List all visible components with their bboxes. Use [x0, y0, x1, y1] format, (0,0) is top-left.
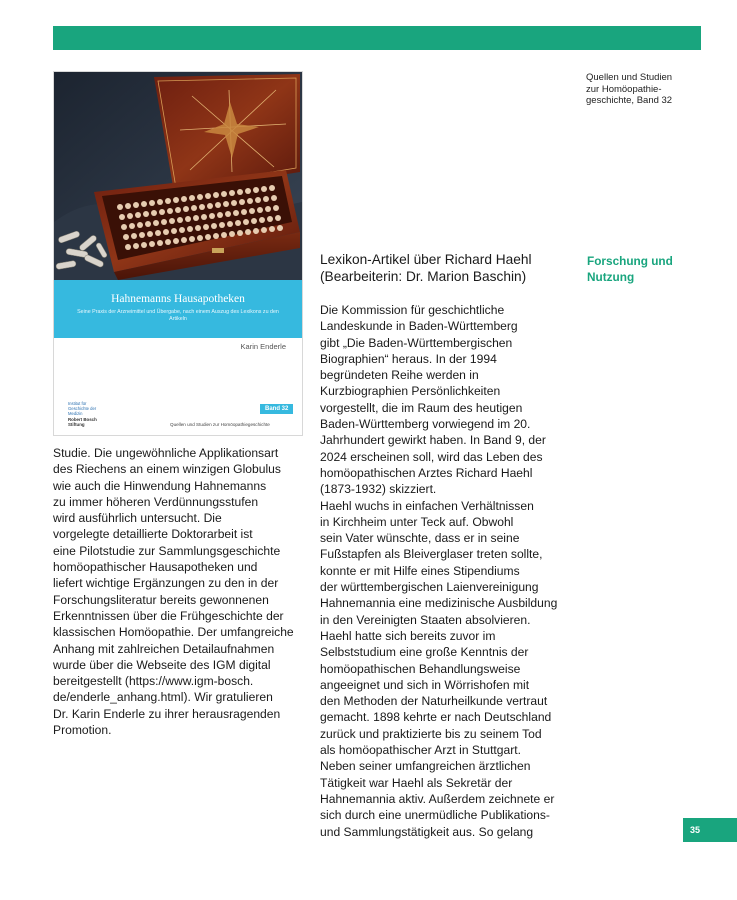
cover-title: Hahnemanns Hausapotheken [111, 293, 245, 305]
section-heading [587, 253, 707, 285]
text-line: Tätigkeit war Haehl als Sekretär der [320, 775, 513, 790]
text-line: Forschungsliteratur bereits gewonnenen [53, 592, 269, 607]
text-line: 2024 erscheinen soll, wird das Leben des [320, 449, 543, 464]
text-line: als homöopathischer Arzt in Stuttgart. [320, 743, 521, 758]
series-note-line: geschichte, Band 32 [586, 95, 673, 106]
text-line: Landeskunde in Baden-Württemberg [320, 319, 518, 334]
text-line: Kurzbiographien Persönlichkeiten [320, 384, 501, 399]
logo-line: Institut für [68, 401, 87, 406]
text-line: zurück und praktizierte bis zu seinem Tod [320, 726, 542, 741]
text-line: klassischen Homöopathie. Der umfangreiche [53, 625, 294, 640]
section-heading-line: Forschung und [587, 254, 673, 268]
text-line: Baden-Württemberg vorwiegend im 20. [320, 417, 531, 432]
text-line: in den Vereinigten Staaten absolvieren. [320, 612, 531, 627]
header-accent-bar [53, 26, 701, 50]
article-heading-line: (Bearbeiterin: Dr. Marion Baschin) [320, 269, 527, 284]
text-line: angeeignet und sich in Wörrishofen mit [320, 677, 530, 692]
volume-badge: Band 32 [260, 404, 293, 414]
medicine-chest-photo [54, 72, 302, 280]
text-line: gibt „Die Baden-Württembergischen [320, 335, 513, 350]
book-cover [54, 72, 302, 435]
left-column-text [53, 445, 313, 738]
text-line: homöopathischen Behandlungsweise [320, 661, 521, 676]
text-line: liefert wichtige Ergänzungen zu den in der [53, 576, 279, 591]
text-line: Haehl hatte sich bereits zuvor im [320, 628, 496, 643]
cover-series: Quellen und Studien zur Homöopathiegeschichte [170, 422, 270, 427]
series-note [586, 72, 706, 107]
text-line: homöopathischen Arztes Richard Haehl [320, 465, 533, 480]
text-line: Hahnemannia eine medizinische Ausbildung [320, 596, 558, 611]
text-line: homöopathischer Hausapotheken und [53, 560, 258, 575]
text-line: Studie. Die ungewöhnliche Applikationsart [53, 446, 279, 460]
text-line: konnte er mit Hilfe eines Stipendiums [320, 563, 520, 578]
text-line: gemacht. 1898 kehrte er nach Deutschland [320, 710, 552, 725]
text-line: des Riechens an einem winzigen Globulus [53, 462, 281, 477]
text-line: Jahrhundert gewirkt haben. In Band 9, der [320, 433, 546, 448]
cover-subtitle: Seine Praxis der Arzneimittel und Übergabe, nach einem Auszug des Lexikons zu den Artikeln [77, 309, 279, 322]
cover-author: Karin Enderle [240, 342, 286, 351]
text-line: vorgelegte detaillierte Doktorarbeit ist [53, 527, 253, 542]
text-line: Selbststudium eine große Kenntnis der [320, 645, 529, 660]
text-line: Die Kommission für geschichtliche [320, 303, 505, 317]
text-line: wie auch die Hinwendung Hahnemanns [53, 478, 267, 493]
text-line: Hahnemannia aktiv. Außerdem zeichnete er [320, 791, 555, 806]
page-number: 35 [683, 818, 737, 842]
text-line: (1873-1932) skizziert. [320, 482, 437, 497]
series-note-line: Quellen und Studien [586, 72, 673, 83]
right-column-text [320, 302, 570, 840]
logo-name: Robert Bosch Stiftung [68, 416, 97, 427]
text-line: wird ausführlich untersucht. Die [53, 511, 222, 526]
text-line: sein Vater wünschte, dass er in seine [320, 531, 520, 546]
text-line: de/enderle_anhang.html). Wir gratulieren [53, 690, 273, 705]
text-line: wurde über die Webseite des IGM digital [53, 657, 271, 672]
text-line: sich durch eine unermüdliche Publikations- [320, 808, 550, 823]
text-line: Promotion. [53, 723, 112, 738]
text-line: begründeten Reihe werden in [320, 368, 479, 383]
text-line: Anhang mit zahlreichen Detailaufnahmen [53, 641, 275, 656]
logo-line: Geschichte der Medizin [68, 406, 97, 417]
text-line: Haehl wuchs in einfachen Verhältnissen [320, 498, 534, 513]
text-line: Biographien“ heraus. In der 1994 [320, 351, 497, 366]
section-heading-line: Nutzung [587, 270, 635, 284]
series-note-line: zur Homöopathie- [586, 83, 662, 95]
text-line: und Sammlungstätigkeit aus. So gelang [320, 824, 534, 839]
text-line: der württembergischen Laienvereinigung [320, 580, 539, 595]
institute-logo [68, 401, 106, 427]
text-line: zu immer höheren Verdünnungsstufen [53, 494, 259, 509]
text-line: Erkenntnissen über die Frühgeschichte der [53, 608, 284, 623]
text-line: in Kirchheim unter Teck auf. Obwohl [320, 514, 514, 529]
text-line: den Methoden der Naturheilkunde vertraut [320, 694, 548, 709]
cover-title-band [54, 280, 302, 338]
article-heading-line: Lexikon-Artikel über Richard Haehl [320, 252, 532, 267]
text-line: Dr. Karin Enderle zu ihrer herausragenden [53, 706, 281, 721]
article-heading [320, 251, 570, 285]
text-line: eine Pilotstudie zur Sammlungsgeschichte [53, 543, 281, 558]
text-line: Neben seiner umfangreichen ärztlichen [320, 759, 531, 774]
text-line: vorgestellt, die im Raum des heutigen [320, 400, 523, 415]
text-line: Fußstapfen als Bleiverglaser treten sollte, [320, 547, 543, 562]
text-line: bereitgestellt (https://www.igm-bosch. [53, 674, 254, 689]
